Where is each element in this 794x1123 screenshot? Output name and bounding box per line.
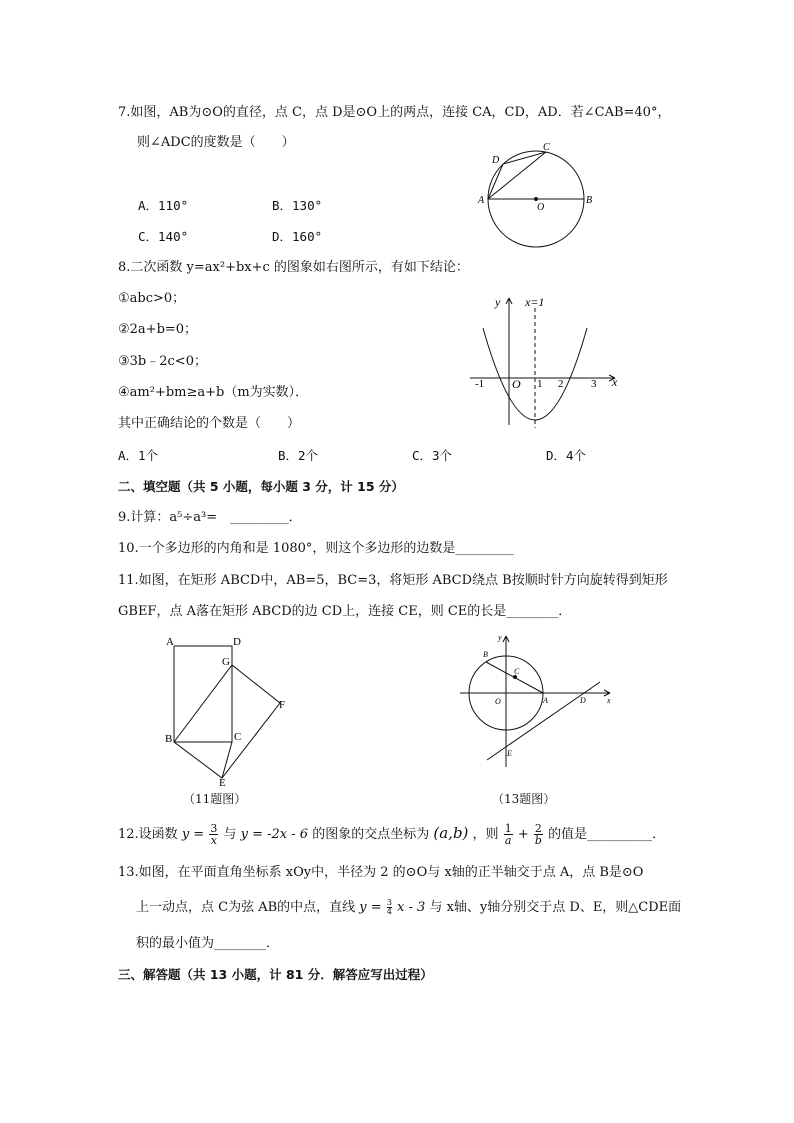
q12-t2-den: b — [534, 834, 542, 847]
q13-coordinate-figure — [455, 632, 620, 772]
q7-option-a: A．110° — [138, 198, 189, 213]
q10: 10.一个多边形的内角和是 1080°，则这个多边形的边数是_________ — [118, 541, 514, 556]
q7-option-c: C．140° — [138, 229, 189, 244]
q12-mid2: 的图象的交点坐标为 — [312, 827, 430, 842]
section-2-heading: 二、填空题（共 5 小题，每小题 3 分，计 15 分） — [118, 479, 404, 494]
q7-option-d: D．160° — [272, 229, 323, 244]
q12-plus: + — [517, 827, 529, 842]
label-d: D — [233, 636, 241, 648]
label-o: O — [537, 202, 545, 213]
q7-circle-figure — [470, 140, 610, 250]
q11-rectangle-figure — [158, 632, 298, 792]
label-o: O — [495, 697, 501, 706]
q12-t1-den: a — [504, 834, 512, 847]
q9: 9.计算：a⁵÷a³= _________． — [118, 510, 302, 525]
label-a: A — [478, 195, 485, 206]
label-b: B — [483, 650, 488, 659]
q7-line2: 则∠ADC的度数是（ ） — [137, 135, 295, 150]
q13-eq-den: 4 — [386, 907, 392, 916]
q12-point: (a,b) — [433, 824, 469, 842]
q11-line2: GBEF，点 A落在矩形 ABCD的边 CD上，连接 CE，则 CE的长是________． — [118, 604, 572, 619]
q12 — [118, 822, 666, 847]
section-3-heading: 三、解答题（共 13 小题，计 81 分．解答应写出过程） — [118, 967, 433, 982]
q12-f1-fraction — [209, 823, 218, 846]
label-a: A — [166, 636, 174, 648]
label-c: C — [543, 142, 550, 153]
q8-ask: 其中正确结论的个数是（ ） — [118, 416, 301, 431]
q12-prefix: 12.设函数 — [118, 827, 178, 842]
q12-f1-lhs: y = — [181, 827, 205, 842]
label-d: D — [492, 155, 500, 166]
label-x-eq-1: x=1 — [525, 295, 545, 309]
q12-mid: 与 — [223, 827, 237, 842]
label-y: y — [498, 633, 502, 642]
q11-caption: （11题图） — [183, 792, 247, 806]
label-c: C — [514, 667, 520, 676]
q13-line2-post: 与 x轴、y轴分别交于点 D、E，则△CDE面 — [429, 900, 682, 915]
q12-f1-den: x — [210, 834, 217, 847]
label-f: F — [279, 699, 286, 711]
label-x: x — [612, 375, 618, 389]
label-g: G — [222, 656, 230, 668]
q13-eq-lhs: y = — [359, 900, 382, 915]
q12-t1-num: 1 — [504, 822, 512, 835]
q8-option-a: A．1个 — [118, 448, 159, 463]
q8-option-c: C．3个 — [412, 448, 453, 463]
q12-f2: y = -2x - 6 — [240, 827, 309, 842]
center-point — [534, 197, 538, 201]
q12-f1-num: 3 — [210, 822, 218, 835]
label-b: B — [165, 733, 173, 745]
segment-ce — [222, 742, 232, 778]
q12-t2-fraction — [534, 823, 543, 846]
q8-conclusion-4: ④am²+bm≥a+b（m为实数）． — [118, 385, 309, 400]
line-de — [487, 682, 600, 760]
q13-line1: 13.如图，在平面直角坐标系 xOy中，半径为 2 的⊙O与 x轴的正半轴交于点 A，点 B是⊙O — [118, 865, 644, 880]
q13-eq-num: 3 — [386, 898, 392, 907]
q8-conclusion-1: ①abc>0； — [118, 291, 186, 306]
q8-parabola-figure — [465, 290, 625, 435]
tick-1: 1 — [537, 378, 543, 390]
q12-t1-fraction — [504, 823, 513, 846]
label-origin: O — [512, 377, 521, 391]
chord-ad — [488, 164, 503, 199]
label-a: A — [543, 696, 548, 705]
q7-line1: 7.如图，AB为⊙O的直径，点 C，点 D是⊙O上的两点，连接 CA，CD，AD．若∠CAB=40°， — [118, 105, 671, 120]
q8-conclusion-2: ②2a+b=0； — [118, 322, 198, 337]
q8-stem: 8.二次函数 y=ax²+bx+c 的图象如右图所示，有如下结论： — [118, 260, 469, 275]
label-e: E — [219, 777, 226, 789]
chord-cd — [503, 152, 546, 164]
q13-line2 — [136, 897, 681, 919]
label-d: D — [580, 696, 586, 705]
q13-line3: 积的最小值为________． — [136, 936, 280, 951]
label-c: C — [234, 731, 242, 743]
q13-eq-fraction — [387, 899, 392, 916]
q12-t2-num: 2 — [534, 822, 542, 835]
label-b: B — [586, 195, 593, 206]
label-y: y — [495, 295, 501, 309]
q7-option-b: B．130° — [272, 198, 323, 213]
q8-option-b: B．2个 — [278, 448, 319, 463]
tick-3: 3 — [591, 378, 597, 390]
tick-2: 2 — [558, 378, 564, 390]
q8-conclusion-3: ③3b﹣2c<0； — [118, 354, 207, 369]
label-x: x — [607, 696, 611, 705]
q8-option-d: D．4个 — [546, 448, 587, 463]
q13-caption: （13题图） — [492, 792, 556, 806]
q13-eq-rest: x - 3 — [397, 900, 426, 915]
label-e: E — [507, 749, 512, 758]
q11-line1: 11.如图，在矩形 ABCD中，AB=5，BC=3，将矩形 ABCD绕点 B按顺时针方向旋转得到矩形 — [118, 573, 668, 588]
q12-mid3: ，则 — [472, 827, 499, 842]
q13-line2-pre: 上一动点，点 C为弦 AB的中点，直线 — [136, 900, 356, 915]
tick-minus-1: -1 — [475, 378, 485, 390]
q12-suffix: 的值是__________． — [548, 827, 666, 842]
